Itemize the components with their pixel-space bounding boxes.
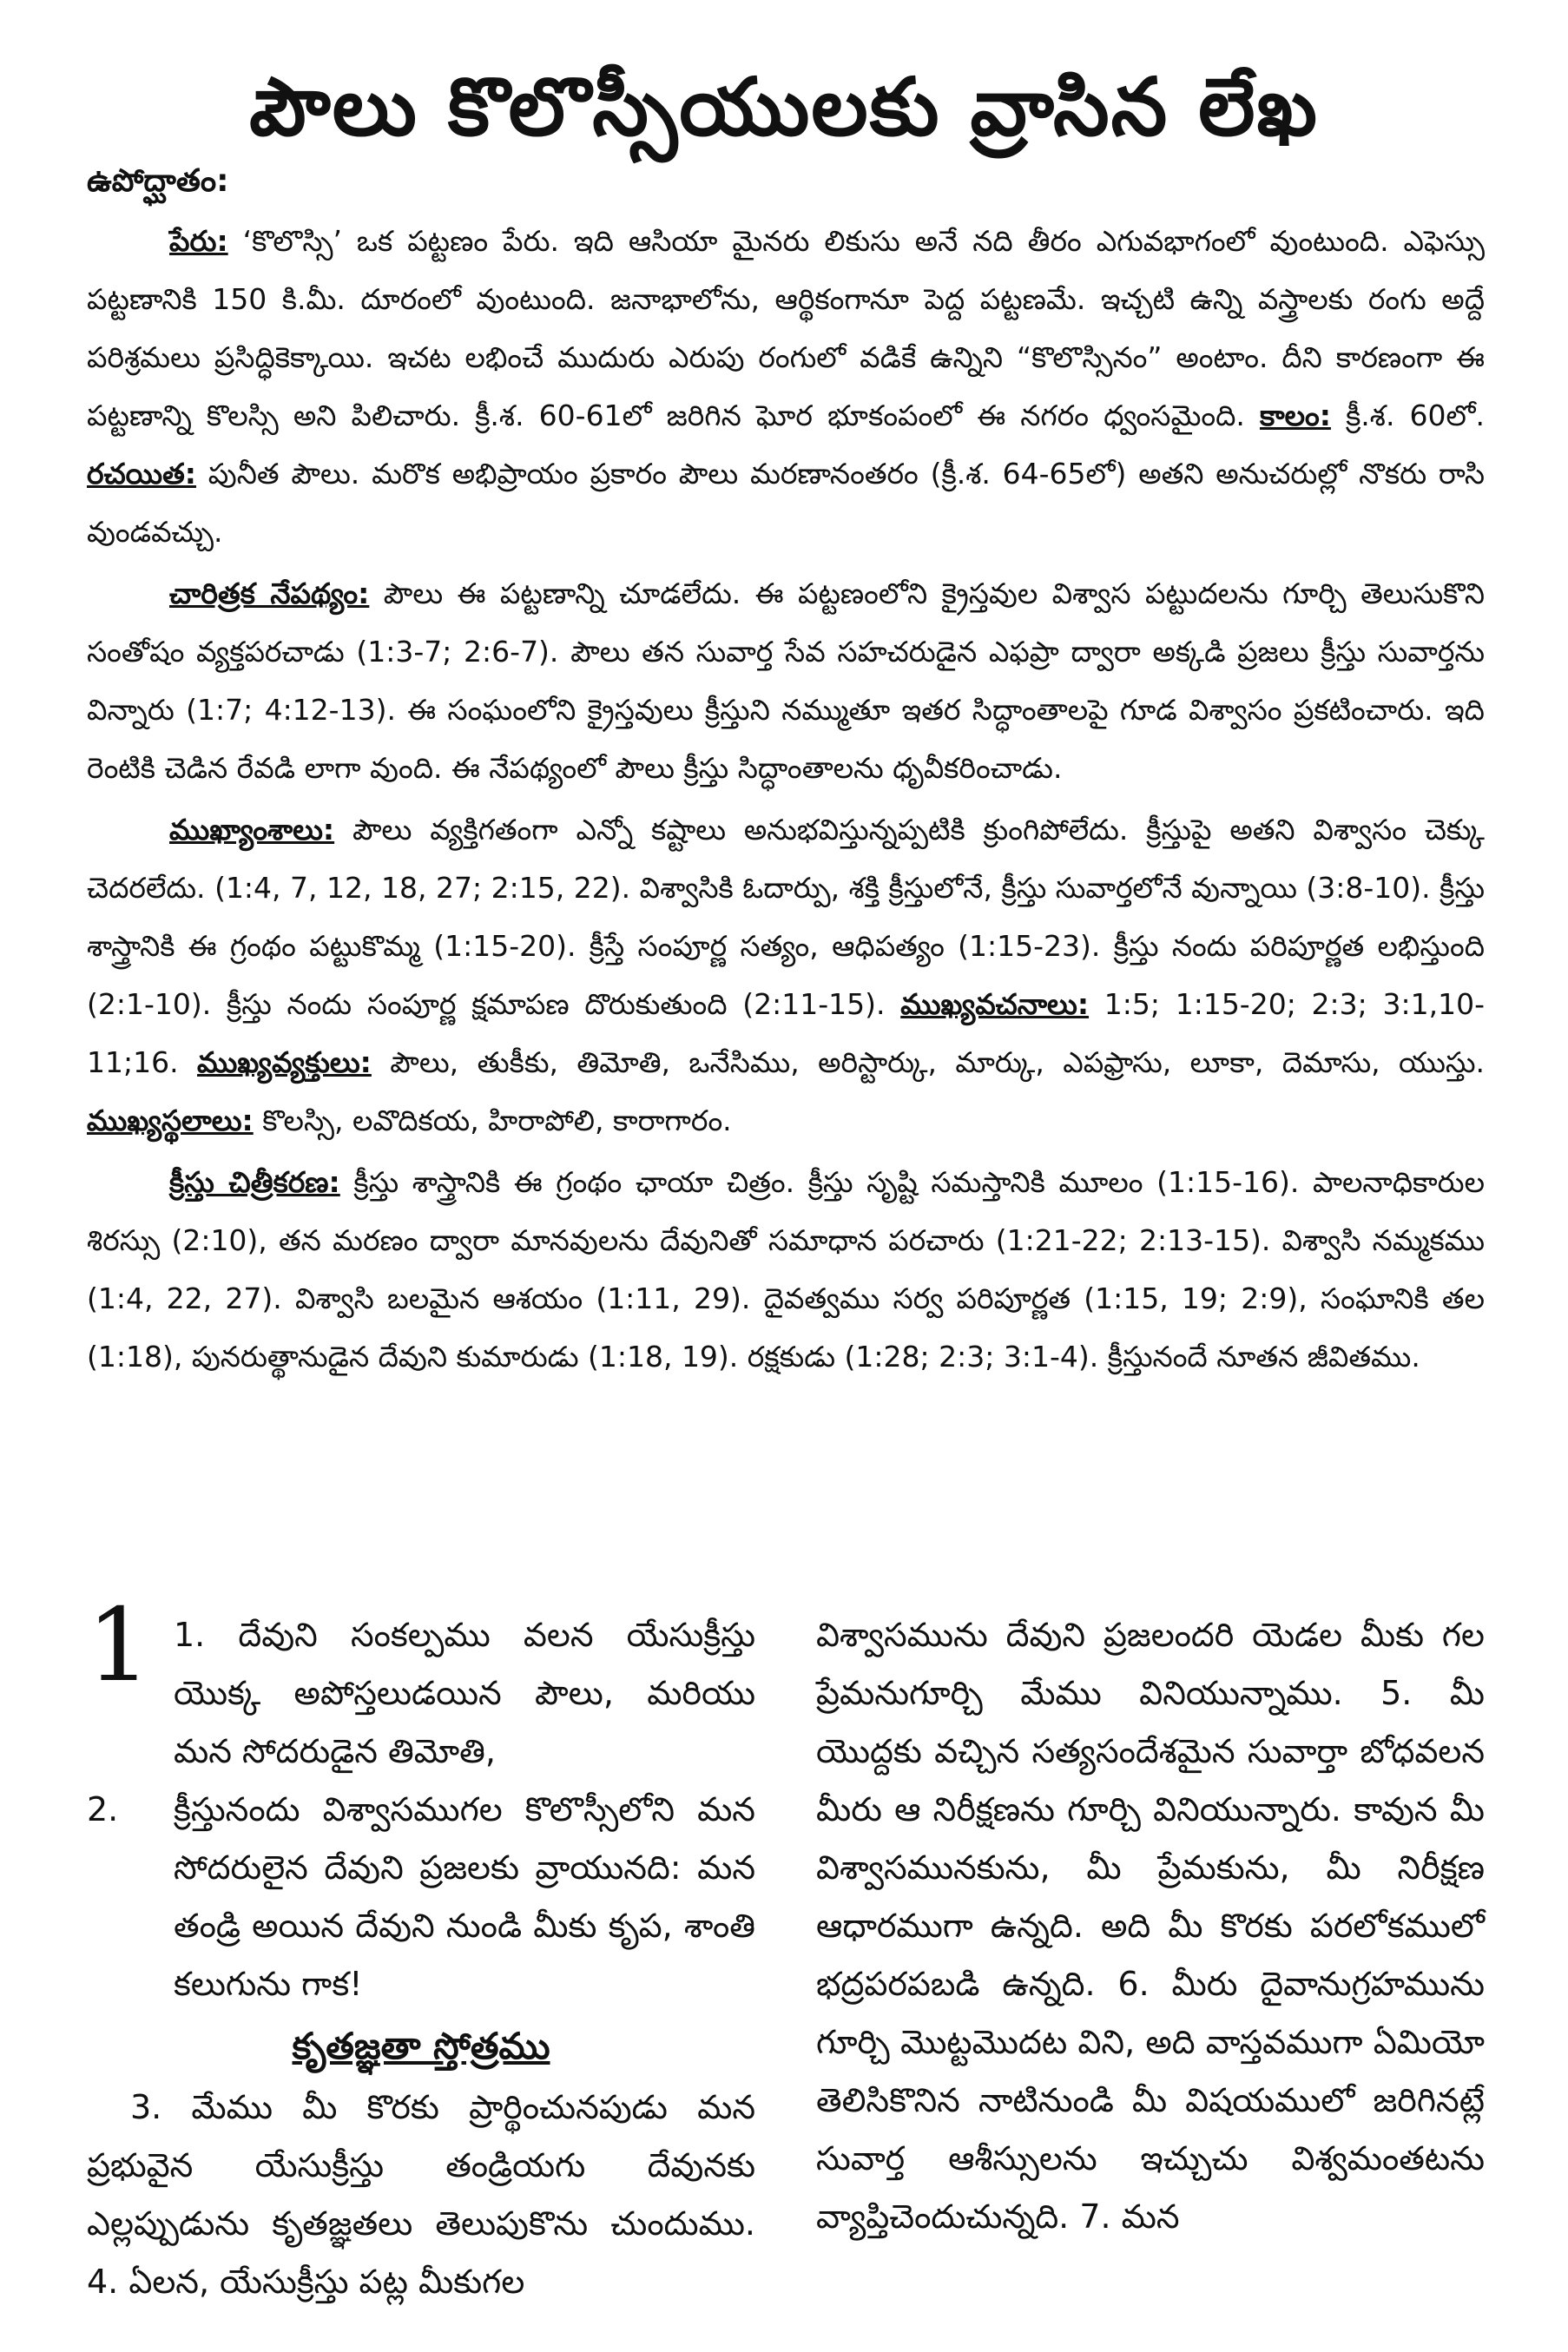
chapter-number: 1	[87, 1587, 151, 1704]
section-heading: కృతజ్ఞతా స్తోత్రము	[292, 2025, 550, 2067]
label-author: రచయిత:	[87, 457, 196, 491]
verses-4-7-continued: విశ్వాసమును దేవుని ప్రజలందరి యెడల మీకు గల ప్రేమనుగూర్చి మేము వినియున్నాము. 5. మీ యొద్దకు వచ్చిన సత్యసందేశమైన సువార్తా బోధవలన మీరు ఆ నిరీక్షణను గూర్చి వినియున్నారు. కావున మీ విశ్వాసమునకును, మీ ప్రేమకును, మీ నిరీక్షణ ఆధారముగా ఉన్నది. అది మీ కొరకు పరలోకములో భద్రపరపబడి ఉన్నది. 6. మీరు దైవానుగ్రహమును గూర్చి మొట్టమొదట విని, అది వాస్తవముగా ఏమియో తెలిసికొనిన నాటినుండి మీ విషయములో జరిగినట్లే సువార్త ఆశీస్సులను ఇచ్చుచు విశ్వమంతటను వ్యాప్తిచెందుచున్నది. 7. మన	[816, 1616, 1485, 2236]
verse-2	[87, 1781, 755, 2013]
right-column	[816, 1606, 1485, 2246]
text-background: పౌలు ఈ పట్టణాన్ని చూడలేదు. ఈ పట్టణంలోని క్రైస్తవుల విశ్వాస పట్టుదలను గూర్చి తెలుసుకొని సంతోషం వ్యక్తపరచాడు (1:3-7; 2:6-7). పౌలు తన సువార్త సేవ సహచరుడైన ఎఫప్రా ద్వారా అక్కడి ప్రజలు క్రీస్తు సువార్తను విన్నారు (1:7; 4:12-13). ఈ సంఘంలోని క్రైస్తవులు క్రీస్తుని నమ్ముతూ ఇతర సిద్ధాంతాలపై గూడ విశ్వాసం ప్రకటించారు. ఇది రెంటికి చెడిన రేవడి లాగా వుంది. ఈ నేపథ్యంలో పౌలు క్రీస్తు సిద్ధాంతాలను ధృవీకరించాడు.	[87, 576, 1486, 785]
label-period: కాలం:	[1260, 399, 1331, 432]
verse-2-number: 2.	[87, 1790, 119, 1828]
text-themes: పౌలు వ్యక్తిగతంగా ఎన్నో కష్టాలు అనుభవిస్తున్నప్పటికి క్రుంగిపోలేదు. క్రీస్తుపై అతని విశ్వాసం చెక్కు చెదరలేదు. (1:4, 7, 12, 18, 27; 2:15, 22). విశ్వాసికి ఓదార్పు, శక్తి క్రీస్తులోనే, క్రీస్తు సువార్తలోనే వున్నాయి (3:8-10). క్రీస్తు శాస్త్రానికి ఈ గ్రంథం పట్టుకొమ్మ (1:15-20). క్రీస్తే సంపూర్ణ సత్యం, ఆధిపత్యం (1:15-23). క్రీస్తు నందు పరిపూర్ణత లభిస్తుంది (2:1-10). క్రీస్తు నందు సంపూర్ణ క్షమాపణ దొరుకుతుంది (2:11-15).	[87, 813, 1485, 1021]
introduction-heading: ఉపోద్ఘాతం:	[87, 163, 229, 199]
label-key-people: ముఖ్యవ్యక్తులు:	[197, 1045, 372, 1079]
text-name: ‘కొలొస్సి’ ఒక పట్టణం పేరు. ఇది ఆసియా మైనరు లికుసు అనే నది తీరం ఎగువభాగంలో వుంటుంది. ఎఫెస్సు పట్టణానికి 150 కి.మీ. దూరంలో వుంటుంది. జనాభాలోను, ఆర్థికంగానూ పెద్ద పట్టణమే. ఇచ్చటి ఉన్ని వస్త్రాలకు రంగు అద్దే పరిశ్రమలు ప్రసిద్ధికెక్కాయి. ఇచట లభించే ముదురు ఎరుపు రంగులో వడికే ఉన్నిని “కొలొస్సినం” అంటాం. దీని కారణంగా ఈ పట్టణాన్ని కొలస్సి అని పిలిచారు. క్రీ.శ. 60-61లో జరిగిన ఘోర భూకంపంలో ఈ నగరం ధ్వంసమైంది.	[87, 224, 1485, 432]
text-portrait: క్రీస్తు శాస్త్రానికి ఈ గ్రంథం ఛాయా చిత్రం. క్రీస్తు సృష్టి సమస్తానికి మూలం (1:15-16). పాలనాధికారుల శిరస్సు (2:10), తన మరణం ద్వారా మానవులను దేవునితో సమాధాన పరచారు (1:21-22; 2:13-15). విశ్వాసి నమ్మకము (1:4, 22, 27). విశ్వాసి బలమైన ఆశయం (1:11, 29). దైవత్వము సర్వ పరిపూర్ణత (1:15, 19; 2:9), సంఘానికి తల (1:18), పునరుత్థానుడైన దేవుని కుమారుడు (1:18, 19). రక్షకుడు (1:28; 2:3; 3:1-4). క్రీస్తునందే నూతన జీవితము.	[87, 1165, 1485, 1374]
verse-3-4: 3. మేము మీ కొరకు ప్రార్థించునపుడు మన ప్రభువైన యేసుక్రీస్తు తండ్రియగు దేవునకు ఎల్లప్పుడును కృతజ్ఞతలు తెలుపుకొను చుందుము. 4. ఏలన, యేసుక్రీస్తు పట్ల మీకుగల	[87, 2088, 755, 2301]
page-title: పౌలు కొలొస్సీయులకు వ్రాసిన లేఖ	[249, 61, 1319, 154]
label-themes: ముఖ్యాంశాలు:	[169, 813, 335, 847]
intro-paragraph-themes	[87, 800, 1485, 1150]
verse-1: 1. దేవుని సంకల్పము వలన యేసుక్రీస్తు యొక్క అపోస్తలుడయిన పౌలు, మరియు మన సోదరుడైన తిమోతి,	[174, 1616, 755, 1770]
left-column	[87, 1587, 755, 2311]
text-key-verses: 1:5; 1:15-20; 2:3; 3:1,10-11;16.	[87, 987, 1485, 1079]
text-key-places: కొలస్సి, లవొదికయ, హిరాపోలి, కారాగారం.	[253, 1104, 732, 1137]
intro-paragraph-name	[87, 212, 1485, 561]
intro-paragraph-background	[87, 564, 1485, 797]
verse-2-text: క్రీస్తునందు విశ్వాసముగల కొలొస్సీలోని మన సోదరులైన దేవుని ప్రజలకు వ్రాయునది: మన తండ్రి అయిన దేవుని నుండి మీకు కృప, శాంతి కలుగును గాక!	[174, 1790, 755, 2003]
label-key-verses: ముఖ్యవచనాలు:	[900, 987, 1090, 1021]
label-name: పేరు:	[169, 224, 228, 258]
text-key-people: పౌలు, తుకీకు, తిమోతి, ఒనేసిము, అరిస్టార్కు, మార్కు, ఎపఫ్రాసు, లూకా, దెమాసు, యుస్తు.	[371, 1045, 1485, 1079]
label-background: చారిత్రక నేపథ్యం:	[169, 576, 370, 610]
text-period: క్రీ.శ. 60లో.	[1330, 399, 1485, 432]
introduction-section	[87, 163, 1485, 1389]
label-key-places: ముఖ్యస్థలాలు:	[87, 1104, 254, 1137]
text-author: పునీత పౌలు. మరొక అభిప్రాయం ప్రకారం పౌలు మరణానంతరం (క్రీ.శ. 64-65లో) అతని అనుచరుల్లో నొకరు రాసి వుండవచ్చు.	[87, 457, 1485, 549]
intro-paragraph-portrait	[87, 1153, 1485, 1386]
label-portrait: క్రీస్తు చిత్రీకరణ:	[169, 1165, 340, 1199]
